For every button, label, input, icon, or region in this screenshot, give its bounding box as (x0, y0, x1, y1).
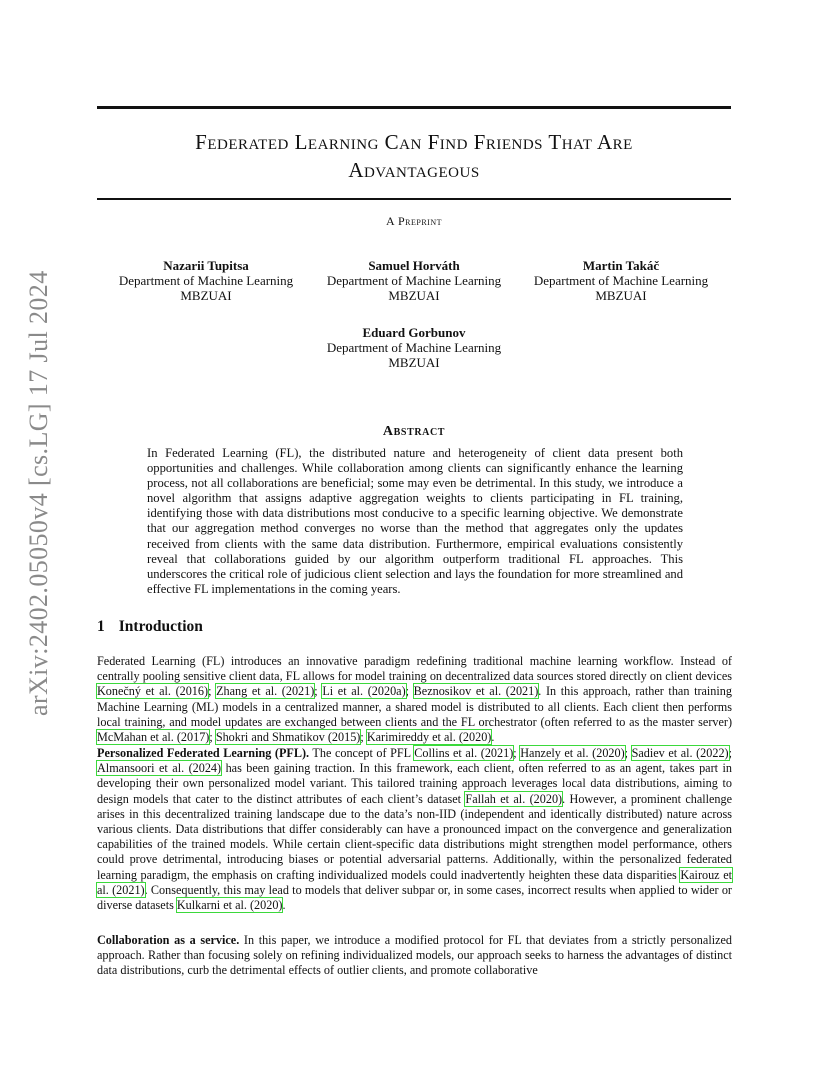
text: ; (405, 684, 414, 699)
paragraph-collaboration (97, 933, 732, 979)
paragraph-heading: Personalized Federated Learning (PFL). (97, 746, 310, 760)
author-block (314, 325, 514, 370)
paper-title (97, 128, 731, 184)
text: In this paper, we introduce a modified protocol for FL that deviates from a strictly personalized approach. Rather than focusing solely on refining individualized models, our approach seeks to harness the advantages of distinct data distributions, curb the detrimental effects of outlier clients, and promote collaborative (97, 933, 732, 978)
citation-link[interactable]: Li et al. (2020a) (322, 684, 406, 699)
citation-link[interactable]: Shokri and Shmatikov (2015) (215, 730, 361, 745)
citation-link[interactable]: Almansoori et al. (2024) (97, 761, 222, 776)
abstract-body: In Federated Learning (FL), the distributed nature and heterogeneity of client data present both opportunities and challenges. While collaboration among clients can significantly enhance the learning process, not all collaborations are beneficial; some may even be detrimental. In this study, we introduce a novel algorithm that assigns adaptive aggregation weights to clients participating in FL training, identifying those with data distributions most conducive to a specific learning objective. We demonstrate that our aggregation method converges no worse than the method that aggregates only the updates received from clients with the same data distribution. Furthermore, empirical evaluations consistently reveal that collaborations guided by our algorithm outperform traditional FL approaches. This underscores the critical role of judicious client selection and lays the foundation for more streamlined and effective FL implementations in the coming years. (147, 446, 683, 596)
paragraph-intro (97, 654, 732, 745)
citation-link[interactable]: Zhang et al. (2021) (216, 684, 315, 699)
arxiv-side-label: arXiv:2402.05050v4 [cs.LG] 17 Jul 2024 (24, 270, 53, 716)
author-institution: MBZUAI (388, 355, 440, 370)
text: . Consequently, this may lead to models that deliver subpar or, in some cases, incorrect results when applied to wider or diverse datasets (97, 882, 732, 913)
paragraph-pfl (97, 746, 732, 913)
abstract-heading: Abstract (382, 424, 446, 439)
text: ; (360, 730, 367, 745)
author-institution: MBZUAI (180, 288, 232, 303)
title-line-1: Federated Learning Can Find Friends That Are (195, 130, 633, 154)
citation-link[interactable]: Konečný et al. (2016) (97, 684, 209, 699)
text: . In this approach, rather than training Machine Learning (ML) models in a centralized manner, a shared model is distributed to all clients. Each client then performs local training, and model updates are exchanged between clients and the FL orchestrator (often referred to as the master server) (97, 684, 732, 729)
author-institution: MBZUAI (595, 288, 647, 303)
text: ; (209, 730, 216, 745)
author-department: Department of Machine Learning (533, 273, 709, 288)
text: . (282, 898, 286, 913)
text: ; (314, 684, 323, 699)
section-heading (97, 618, 203, 636)
citation-link[interactable]: McMahan et al. (2017) (97, 730, 210, 745)
text: . However, a prominent challenge arises in this decentralized training landscape due to the data’s non-IID (independent and identically distributed) nature across various clients. Data distributions that differ considerably can have a pronounced impact on the convergence and generalization capabilities of the trained models. While certain client-specific data distributions might strengthen model performance, others could prove detrimental, introducing biases or potential adversarial patterns. Additionally, within the personalized federated learning paradigm, the emphasis on crafting individualized models could inadvertently heighten these data disparities (97, 791, 733, 882)
author-name: Samuel Horváth (368, 258, 460, 273)
title-line-2: Advantageous (348, 158, 480, 182)
author-institution: MBZUAI (388, 288, 440, 303)
text: Federated Learning (FL) introduces an innovative paradigm redefining traditional machine learning workflow. Instead of centrally pooling sensitive client data, FL allows for model training on decentralized data sources stored directly on client devices (97, 654, 732, 684)
author-name: Martin Takáč (582, 258, 660, 273)
author-name: Eduard Gorbunov (362, 325, 466, 340)
text: ; (208, 684, 217, 699)
title-top-rule (97, 106, 731, 109)
citation-link[interactable]: Karimireddy et al. (2020) (366, 730, 492, 745)
section-title: Introduction (118, 618, 203, 635)
preprint-label: A Preprint (385, 214, 442, 228)
author-block (314, 258, 514, 303)
citation-link[interactable]: Kulkarni et al. (2020) (176, 898, 283, 913)
author-department: Department of Machine Learning (118, 273, 294, 288)
citation-link[interactable]: Sadiev et al. (2022) (631, 746, 729, 760)
text: ; (624, 746, 632, 760)
citation-link[interactable]: Beznosikov et al. (2021) (413, 684, 539, 699)
title-bottom-rule (97, 198, 731, 200)
text: ; (728, 746, 732, 760)
citation-link[interactable]: Kairouz et al. (2021) (97, 867, 732, 897)
citation-link[interactable]: Collins et al. (2021) (414, 746, 514, 760)
author-block (521, 258, 721, 303)
author-department: Department of Machine Learning (326, 340, 502, 355)
text: . (491, 730, 495, 745)
paragraph-heading: Collaboration as a service. (97, 933, 240, 947)
text: ; (513, 746, 521, 760)
citation-link[interactable]: Fallah et al. (2020) (465, 791, 563, 806)
author-department: Department of Machine Learning (326, 273, 502, 288)
section-number: 1 (97, 618, 105, 635)
author-name: Nazarii Tupitsa (163, 258, 249, 273)
citation-link[interactable]: Hanzely et al. (2020) (520, 746, 625, 760)
text: The concept of PFL (309, 746, 415, 760)
text: has been gaining traction. In this framework, each client, often referred to as an agent, takes part in developing their own personalized model variant. This tailored training approach leverages local data distributions, aiming to design models that cater to the distinct attributes of each client’s dataset (97, 761, 732, 806)
author-block (106, 258, 306, 303)
